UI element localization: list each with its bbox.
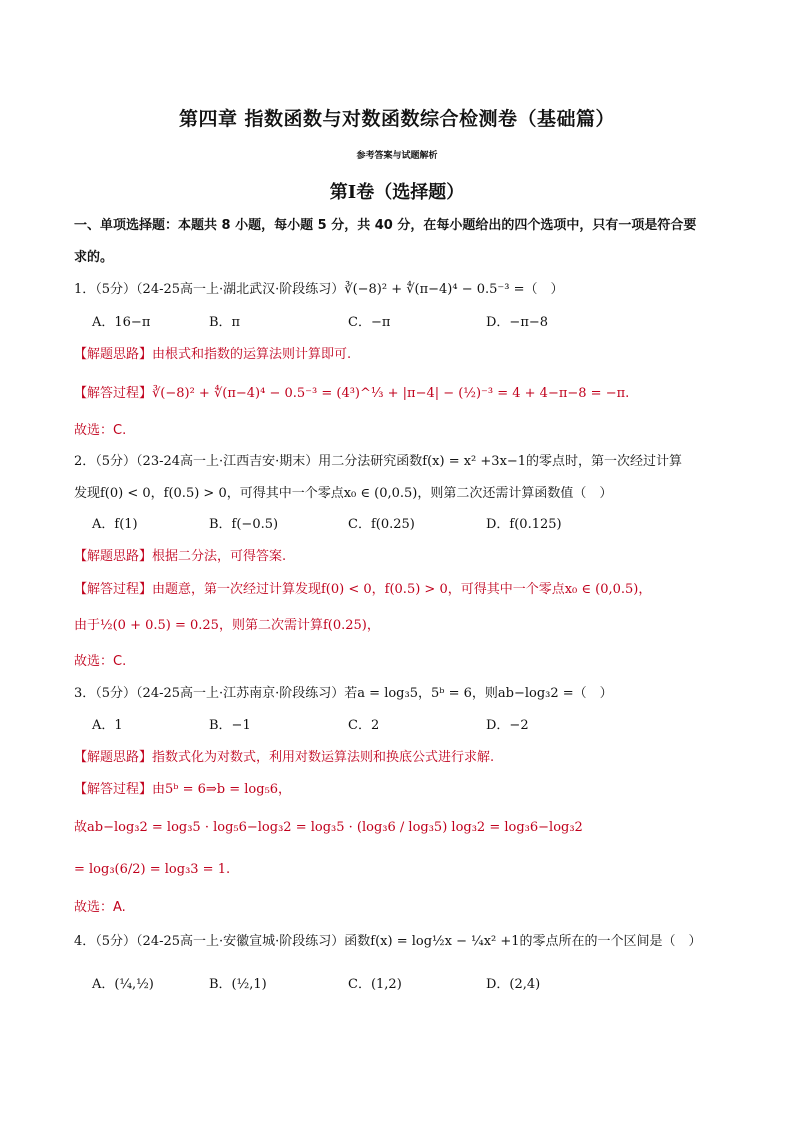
document-title: 第四章 指数函数与对数函数综合检测卷（基础篇） (178, 108, 616, 130)
q2-option-c: C．f(0.25) (348, 517, 415, 532)
q1-process: 【解答过程】∛(−8)² + ∜(π−4)⁴ − 0.5⁻³ = (4³)^⅓ + |π−4| − (½)⁻³ = 4 + 4−π−8 = −π. (74, 386, 630, 401)
document-subtitle: 参考答案与试题解析 (356, 151, 438, 161)
q2-option-a: A．f(1) (92, 517, 138, 532)
q2-hint: 【解题思路】根据二分法，可得答案. (74, 549, 287, 564)
q3-option-b: B．−1 (209, 718, 251, 733)
q4-option-c: C．(1,2) (348, 977, 402, 992)
q1-answer: 故选：C. (74, 423, 127, 438)
instructions-line-2: 求的。 (74, 250, 114, 265)
q1-hint: 【解题思路】由根式和指数的运算法则计算即可. (74, 347, 352, 362)
q2-option-d: D．f(0.125) (486, 517, 562, 532)
q3-process-line-2: 故ab−log₃2 = log₃5 · log₅6−log₃2 = log₃5 · (log₃6 / log₃5) log₃2 = log₃6−log₃2 (74, 820, 583, 835)
q2-option-b: B．f(−0.5) (209, 517, 279, 532)
q3-process-line-1: 【解答过程】由5ᵇ = 6⇒b = log₅6， (74, 782, 292, 797)
q3-stem: 3．（5分）（24-25高一上·江苏南京·阶段练习）若a = log₃5，5ᵇ = 6，则ab−log₃2 =（ ） (74, 686, 613, 701)
q2-stem-line-1: 2．（5分）（23-24高一上·江西吉安·期末）用二分法研究函数f(x) = x² +3x−1的零点时，第一次经过计算 (74, 454, 683, 469)
q1-option-d: D．−π−8 (486, 315, 549, 330)
q3-answer: 故选：A. (74, 900, 126, 915)
q2-stem-line-2: 发现f(0) < 0，f(0.5) > 0，可得其中一个零点x₀ ∈ (0,0.5)，则第二次还需计算函数值（ ） (74, 486, 613, 501)
q3-hint: 【解题思路】指数式化为对数式，利用对数运算法则和换底公式进行求解. (74, 750, 495, 765)
q3-option-a: A．1 (92, 718, 123, 733)
q3-option-c: C．2 (348, 718, 380, 733)
q4-option-a: A．(¼,½) (92, 977, 154, 992)
section-heading: 第I卷（选择题） (329, 182, 465, 203)
q1-option-a: A．16−π (92, 315, 151, 330)
q2-process-line-1: 【解答过程】由题意，第一次经过计算发现f(0) < 0，f(0.5) > 0，可得其中一个零点x₀ ∈ (0,0.5)， (74, 582, 652, 597)
q3-option-d: D．−2 (486, 718, 529, 733)
q1-option-b: B．π (209, 315, 241, 330)
q4-option-b: B．(½,1) (209, 977, 267, 992)
q4-stem: 4．（5分）（24-25高一上·安徽宣城·阶段练习）函数f(x) = log½x − ¼x² +1的零点所在的一个区间是（ ） (74, 934, 702, 949)
q1-stem: 1．（5分）（24-25高一上·湖北武汉·阶段练习）∛(−8)² + ∜(π−4)⁴ − 0.5⁻³ =（ ） (74, 282, 564, 297)
instructions-line-1: 一、单项选择题：本题共 8 小题，每小题 5 分，共 40 分，在每小题给出的四个选项中，只有一项是符合要 (74, 218, 697, 233)
q2-answer: 故选：C. (74, 654, 127, 669)
q4-option-d: D．(2,4) (486, 977, 541, 992)
q3-process-line-3: = log₃(6/2) = log₃3 = 1. (74, 862, 231, 877)
q1-option-c: C．−π (348, 315, 391, 330)
q2-process-line-2: 由于½(0 + 0.5) = 0.25，则第二次需计算f(0.25)， (74, 618, 380, 633)
